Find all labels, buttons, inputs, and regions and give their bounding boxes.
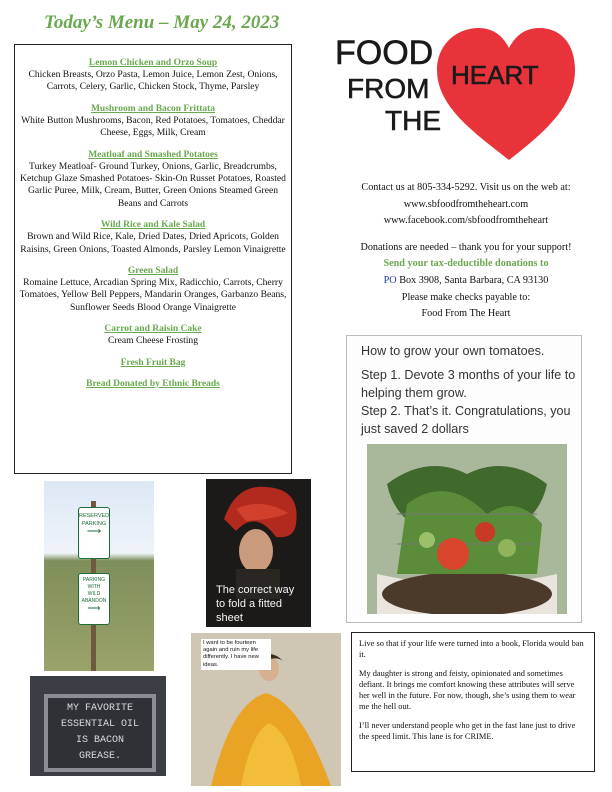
sign2-line4: ABANDON xyxy=(81,598,107,604)
dish-name: Fresh Fruit Bag xyxy=(120,357,186,368)
fourteen-meme xyxy=(191,633,341,786)
logo-heart-text: HEART xyxy=(451,60,539,90)
dish-description: Romaine Lettuce, Arcadian Spring Mix, Radicchio, Carrots, Cherry Tomatoes, Yellow Bell Peppers, Mandarin Oranges, Garbanzo Beans, Sunflower Seeds Blood Orange Vinaigrette xyxy=(19,277,287,313)
chalkboard-text: MY FAVORITE ESSENTIAL OIL IS BACON GREASE. xyxy=(44,694,156,772)
meme-line-2: Step 1. Devote 3 months of your life to helping them grow. xyxy=(361,368,576,400)
meme-line-3: Step 2. That’s it. Congratulations, you just saved 2 dollars xyxy=(361,404,571,436)
menu-item xyxy=(15,149,291,211)
send-donations-line: Send your tax-deductible donations to xyxy=(383,258,549,270)
sign2-line3: WILD xyxy=(87,591,101,597)
website-link[interactable]: www.sbfoodfromtheheart.com xyxy=(403,198,529,210)
dish-name: Meatloaf and Smashed Potatoes xyxy=(88,149,218,160)
arrow-right-icon: ⟶ xyxy=(87,603,101,613)
logo-from: FROM xyxy=(347,73,430,104)
heart-icon xyxy=(437,28,575,160)
quote-2: My daughter is strong and feisty, opinionated and sometimes defiant. It brings me comfort knowing these attributes will serve her well in the future. For now, though, she’s using them to wear me the hell out. xyxy=(359,669,576,711)
dish-description: Chicken Breasts, Orzo Pasta, Lemon Juice, Lemon Zest, Onions, Carrots, Celery, Garlic, Chicken Stock, Thyme, Parsley xyxy=(28,69,278,93)
parking-sign-photo xyxy=(44,481,154,671)
sign2-line2: WITH xyxy=(87,584,101,590)
dish-name: Wild Rice and Kale Salad xyxy=(100,220,206,231)
logo-the: THE xyxy=(385,105,441,136)
fitted-sheet-painting xyxy=(206,479,311,627)
dish-name: Mushroom and Bacon Frittata xyxy=(90,103,216,114)
dish-name: Carrot and Raisin Cake xyxy=(104,324,202,335)
page-title: Today’s Menu – May 24, 2023 xyxy=(44,12,280,33)
dish-description: Turkey Meatloaf- Ground Turkey, Onions, Garlic, Breadcrumbs, Ketchup Glaze Smashed Potatoes- Skin-On Russet Potatoes, Roasted Garlic Puree, Milk, Cream, Butter, Green Onions Steamed Green Beans and Carrots xyxy=(20,160,286,209)
menu-item xyxy=(15,57,291,94)
dish-description: Cream Cheese Frosting xyxy=(107,335,199,347)
quotes-box xyxy=(351,632,595,772)
tomato-plant-image xyxy=(367,444,567,614)
menu-box xyxy=(14,44,292,474)
sign1-line2: PARKING xyxy=(81,521,107,527)
arrow-right-icon: ⟶ xyxy=(86,526,102,537)
logo-food: FOOD xyxy=(335,34,434,72)
painting-caption: The correct way to fold a fitted sheet xyxy=(216,584,295,624)
meme-line-1: How to grow your own tomatoes. xyxy=(361,344,545,358)
sign2-line1: PARKING xyxy=(82,577,106,583)
dish-description: White Button Mushrooms, Bacon, Red Potatoes, Tomatoes, Cheddar Cheese, Eggs, Milk, Cream xyxy=(21,114,285,139)
menu-item xyxy=(15,103,291,140)
sign1-line1: RESERVED xyxy=(79,513,110,519)
menu-item xyxy=(15,323,291,347)
donations-line: Donations are needed – thank you for your support! xyxy=(360,241,572,253)
dish-name: Green Salad xyxy=(127,266,179,277)
menu-item xyxy=(15,378,291,390)
quote-1: Live so that if your life were turned into a book, Florida would ban it. xyxy=(359,639,584,659)
checks-line: Please make checks payable to: xyxy=(401,291,531,303)
dish-name: Lemon Chicken and Orzo Soup xyxy=(88,58,218,68)
contact-line: Contact us at 805-334-5292. Visit us on the web at: xyxy=(361,182,571,193)
po-label: PO xyxy=(383,274,397,286)
menu-item xyxy=(15,219,291,256)
facebook-link[interactable]: www.facebook.com/sbfoodfromtheheart xyxy=(383,215,549,227)
quote-3: I’ll never understand people who get in the fast lane just to drive the speed limit. This lane is for CRIME. xyxy=(359,721,576,741)
menu-item xyxy=(15,265,291,314)
address-text: Box 3908, Santa Barbara, CA 93130 xyxy=(396,274,549,286)
dish-name: Bread Donated by Ethnic Breads xyxy=(86,378,220,389)
menu-item xyxy=(15,357,291,369)
food-from-the-heart-logo xyxy=(333,26,575,166)
bacon-grease-sign-photo xyxy=(30,676,166,776)
tomato-meme xyxy=(346,335,582,623)
contact-block xyxy=(330,180,602,323)
payee-line: Food From The Heart xyxy=(421,308,511,320)
mailing-address xyxy=(330,273,602,290)
dish-description: Brown and Wild Rice, Kale, Dried Dates, Dried Apricots, Golden Raisins, Green Onions, Toasted Almonds, Parsley Lemon Vinaigrette xyxy=(20,231,286,255)
fourteen-caption: I want to be fourteen again and ruin my life differently. I have new ideas. xyxy=(201,639,271,670)
